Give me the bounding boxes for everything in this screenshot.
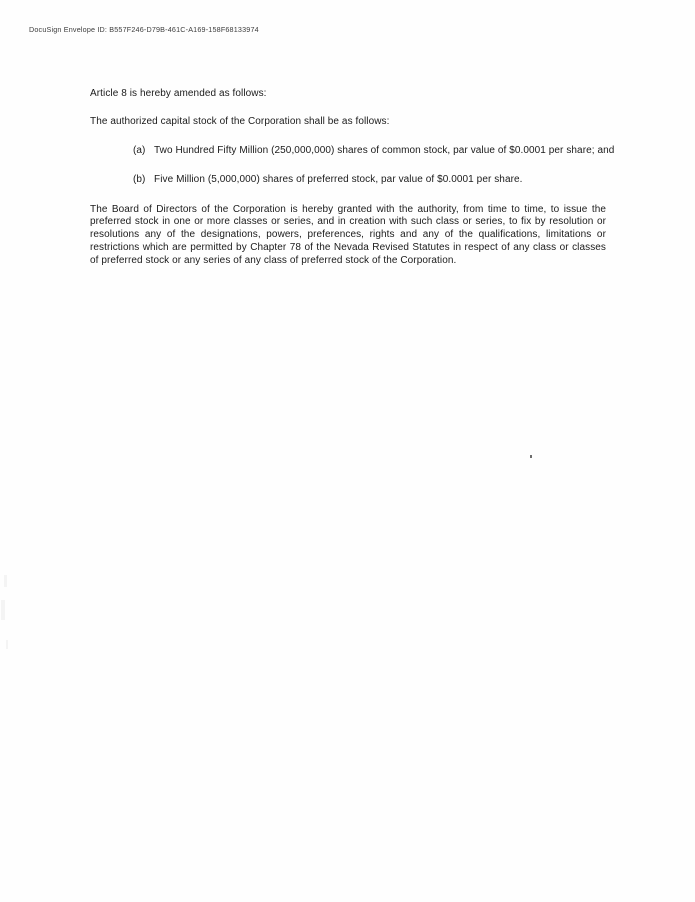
scan-edge-artifact [6,640,8,649]
list-item-marker: (a) [133,145,146,157]
final-paragraph-last-line: any class or classes of preferred stock or any series of any class of preferred stock of the Corporation. [90,241,606,266]
lead-paragraph: The authorized capital stock of the Corporation shall be as follows: [90,115,390,127]
list-item-text: Five Million (5,000,000) shares of preferred stock, par value of $0.0001 per share. [154,173,523,185]
list-item-text: Two Hundred Fifty Million (250,000,000) shares of common stock, par value of $0.0001 per share; and [154,145,615,157]
scan-speck-artifact [530,455,532,458]
final-paragraph-main: The Board of Directors of the Corporation is hereby granted with the authority, from time to time, to issue the preferred stock in one or more classes or series, and in creation with such class or series, to fix by resolution or resolutions any of the designations, powers, preferences, rights and any of the qualifications, limitations or restrictions which are permitted by Chapter 78 of the Nevada Revised Statutes in respect of [90,203,606,253]
scan-edge-artifact [4,575,7,587]
scan-edge-artifact [1,600,5,620]
intro-paragraph: Article 8 is hereby amended as follows: [90,88,267,99]
list-item [133,174,627,187]
final-paragraph [90,204,606,268]
list-item [133,145,627,158]
docusign-envelope-id: DocuSign Envelope ID: B557F246-D79B-461C-A169-158F68133974 [29,25,259,34]
document-body [90,88,615,267]
list-item-marker: (b) [133,173,146,185]
